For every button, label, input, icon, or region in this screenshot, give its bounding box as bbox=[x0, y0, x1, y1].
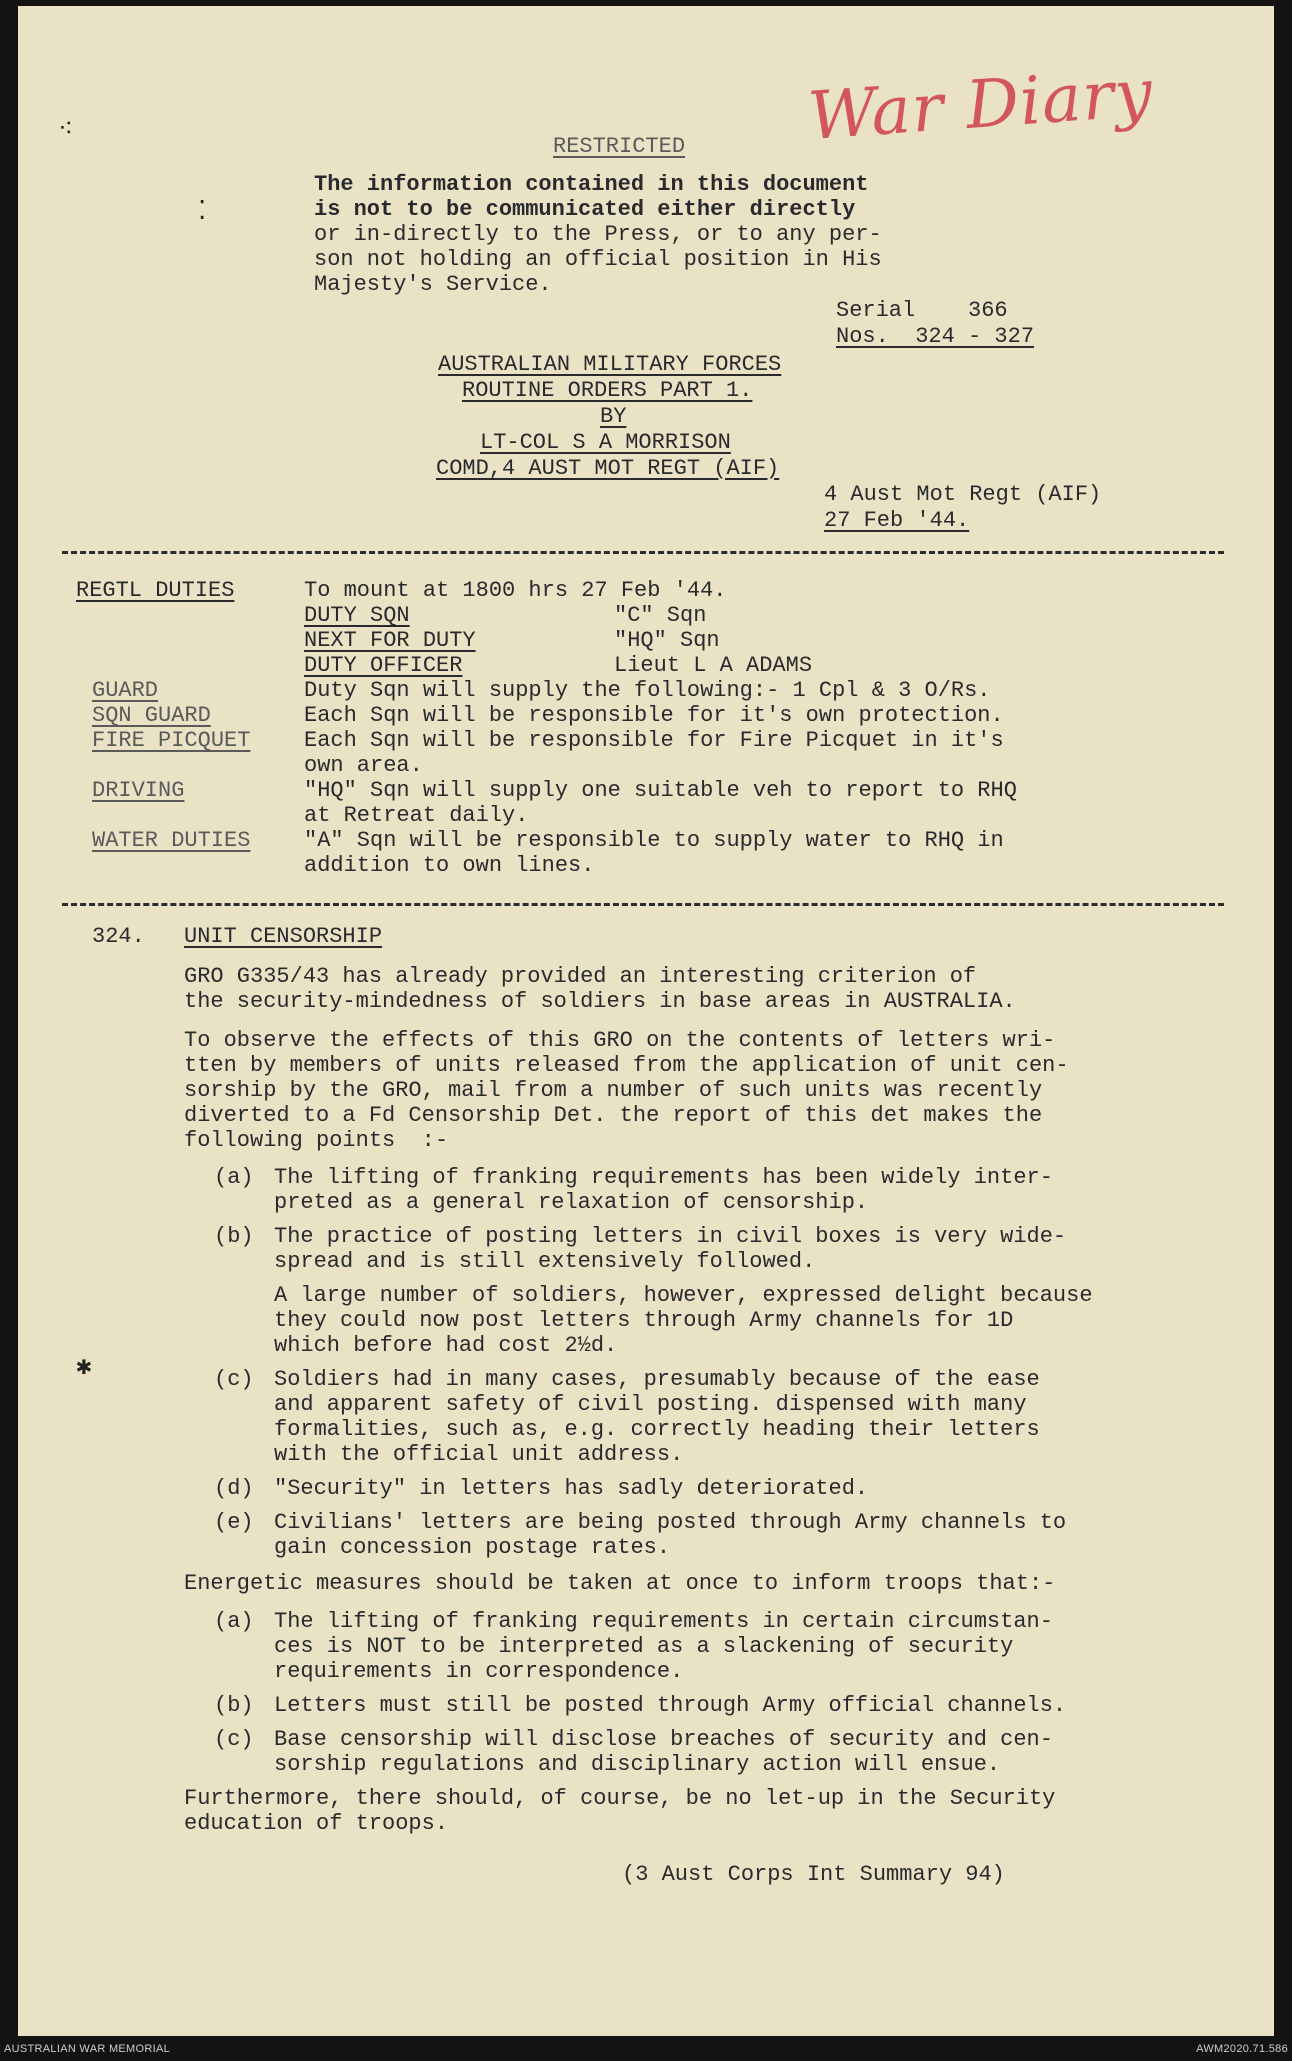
footer-credit: AUSTRALIAN WAR MEMORIAL bbox=[4, 2043, 171, 2055]
paragraph-line: sorship by the GRO, mail from a number of such units was recently bbox=[184, 1078, 1043, 1103]
point-line: A large number of soldiers, however, expressed delight because bbox=[274, 1283, 1093, 1308]
sqn-guard-label: SQN GUARD bbox=[92, 703, 211, 728]
fire-picquet-text: own area. bbox=[304, 753, 423, 778]
paragraph-line: following points :- bbox=[184, 1128, 449, 1153]
measure-line: requirements in correspondence. bbox=[274, 1659, 684, 1684]
orders-header: AUSTRALIAN MILITARY FORCES bbox=[438, 352, 782, 377]
water-duties-text: addition to own lines. bbox=[304, 853, 595, 878]
closing-line: Furthermore, there should, of course, be no let-up in the Security bbox=[184, 1786, 1056, 1811]
source-citation: (3 Aust Corps Int Summary 94) bbox=[622, 1862, 1005, 1887]
restricted-line: son not holding an official position in His bbox=[314, 247, 882, 272]
orders-header: BY bbox=[600, 404, 627, 429]
measure-label: (a) bbox=[214, 1609, 254, 1634]
orders-header: LT-COL S A MORRISON bbox=[480, 430, 731, 455]
paragraph-line: diverted to a Fd Censorship Det. the report of this det makes the bbox=[184, 1103, 1043, 1128]
ink-mark: ⁖ bbox=[58, 115, 74, 145]
duties-label: REGTL DUTIES bbox=[76, 578, 235, 603]
point-label: (c) bbox=[214, 1367, 254, 1392]
measure-line: ces is NOT to be interpreted as a slackening of security bbox=[274, 1634, 1014, 1659]
unit-name: 4 Aust Mot Regt (AIF) bbox=[824, 482, 1102, 507]
restricted-heading: RESTRICTED bbox=[553, 134, 686, 159]
order-date: 27 Feb '44. bbox=[824, 508, 970, 533]
point-line: with the official unit address. bbox=[274, 1442, 684, 1467]
duty-sqn-value: "C" Sqn bbox=[614, 603, 707, 628]
point-label: (a) bbox=[214, 1165, 254, 1190]
point-line: "Security" in letters has sadly deteriorated. bbox=[274, 1476, 869, 1501]
driving-label: DRIVING bbox=[92, 778, 185, 803]
measure-label: (b) bbox=[214, 1693, 254, 1718]
serial-line: Serial 366 bbox=[836, 298, 1008, 323]
ink-mark: ⁚ bbox=[198, 197, 207, 227]
handwritten-annotation: War Diary bbox=[805, 54, 1156, 155]
fire-picquet-label: FIRE PICQUET bbox=[92, 728, 251, 753]
measure-line: The lifting of franking requirements in certain circumstan- bbox=[274, 1609, 1053, 1634]
point-line: they could now post letters through Army channels for 1D bbox=[274, 1308, 1014, 1333]
ink-blot: ✱ bbox=[76, 1352, 92, 1382]
paragraph-line: tten by members of units released from the application of unit cen- bbox=[184, 1053, 1069, 1078]
driving-text: at Retreat daily. bbox=[304, 803, 529, 828]
driving-text: "HQ" Sqn will supply one suitable veh to report to RHQ bbox=[304, 778, 1017, 803]
guard-text: Duty Sqn will supply the following:- 1 Cpl & 3 O/Rs. bbox=[304, 678, 991, 703]
orders-header: ROUTINE ORDERS PART 1. bbox=[462, 378, 753, 403]
closing-line: education of troops. bbox=[184, 1811, 449, 1836]
footer-accession: AWM2020.71.586 bbox=[1196, 2043, 1288, 2055]
point-label: (e) bbox=[214, 1510, 254, 1535]
point-line: which before had cost 2½d. bbox=[274, 1333, 618, 1358]
fire-picquet-text: Each Sqn will be responsible for Fire Picquet in it's bbox=[304, 728, 1004, 753]
restricted-line: or in-directly to the Press, or to any per- bbox=[314, 222, 882, 247]
restricted-line: is not to be communicated either directly bbox=[314, 197, 856, 222]
duties-text: To mount at 1800 hrs 27 Feb '44. bbox=[304, 578, 727, 603]
point-line: formalities, such as, e.g. correctly heading their letters bbox=[274, 1417, 1040, 1442]
measures-intro: Energetic measures should be taken at once to inform troops that:- bbox=[184, 1571, 1056, 1596]
divider bbox=[62, 551, 1224, 554]
next-duty-value: "HQ" Sqn bbox=[614, 628, 720, 653]
point-line: The practice of posting letters in civil boxes is very wide- bbox=[274, 1224, 1067, 1249]
duty-sqn-label: DUTY SQN bbox=[304, 603, 410, 628]
guard-label: GUARD bbox=[92, 678, 159, 703]
point-line: Soldiers had in many cases, presumably because of the ease bbox=[274, 1367, 1040, 1392]
nos-line: Nos. 324 - 327 bbox=[836, 324, 1035, 349]
document-page bbox=[18, 6, 1274, 2036]
duty-officer-label: DUTY OFFICER bbox=[304, 653, 463, 678]
point-label: (b) bbox=[214, 1224, 254, 1249]
point-line: spread and is still extensively followed. bbox=[274, 1249, 816, 1274]
restricted-line: The information contained in this document bbox=[314, 172, 869, 197]
water-duties-label: WATER DUTIES bbox=[92, 828, 251, 853]
paragraph-line: the security-mindedness of soldiers in base areas in AUSTRALIA. bbox=[184, 989, 1016, 1014]
duty-officer-value: Lieut L A ADAMS bbox=[614, 653, 813, 678]
paragraph-line: GRO G335/43 has already provided an interesting criterion of bbox=[184, 964, 977, 989]
point-line: and apparent safety of civil posting. dispensed with many bbox=[274, 1392, 1027, 1417]
paragraph-line: To observe the effects of this GRO on the contents of letters wri- bbox=[184, 1028, 1056, 1053]
restricted-line: Majesty's Service. bbox=[314, 272, 552, 297]
measure-label: (c) bbox=[214, 1727, 254, 1752]
point-line: preted as a general relaxation of censorship. bbox=[274, 1190, 869, 1215]
divider bbox=[62, 903, 1224, 906]
sqn-guard-text: Each Sqn will be responsible for it's own protection. bbox=[304, 703, 1004, 728]
section-title: UNIT CENSORSHIP bbox=[184, 924, 383, 949]
point-line: Civilians' letters are being posted through Army channels to bbox=[274, 1510, 1067, 1535]
point-line: The lifting of franking requirements has been widely inter- bbox=[274, 1165, 1053, 1190]
section-number: 324. bbox=[92, 924, 145, 949]
next-duty-label: NEXT FOR DUTY bbox=[304, 628, 476, 653]
water-duties-text: "A" Sqn will be responsible to supply water to RHQ in bbox=[304, 828, 1004, 853]
measure-line: sorship regulations and disciplinary action will ensue. bbox=[274, 1752, 1001, 1777]
orders-header: COMD,4 AUST MOT REGT (AIF) bbox=[436, 456, 780, 481]
measure-line: Letters must still be posted through Army official channels. bbox=[274, 1693, 1067, 1718]
measure-line: Base censorship will disclose breaches of security and cen- bbox=[274, 1727, 1053, 1752]
point-line: gain concession postage rates. bbox=[274, 1535, 671, 1560]
point-label: (d) bbox=[214, 1476, 254, 1501]
